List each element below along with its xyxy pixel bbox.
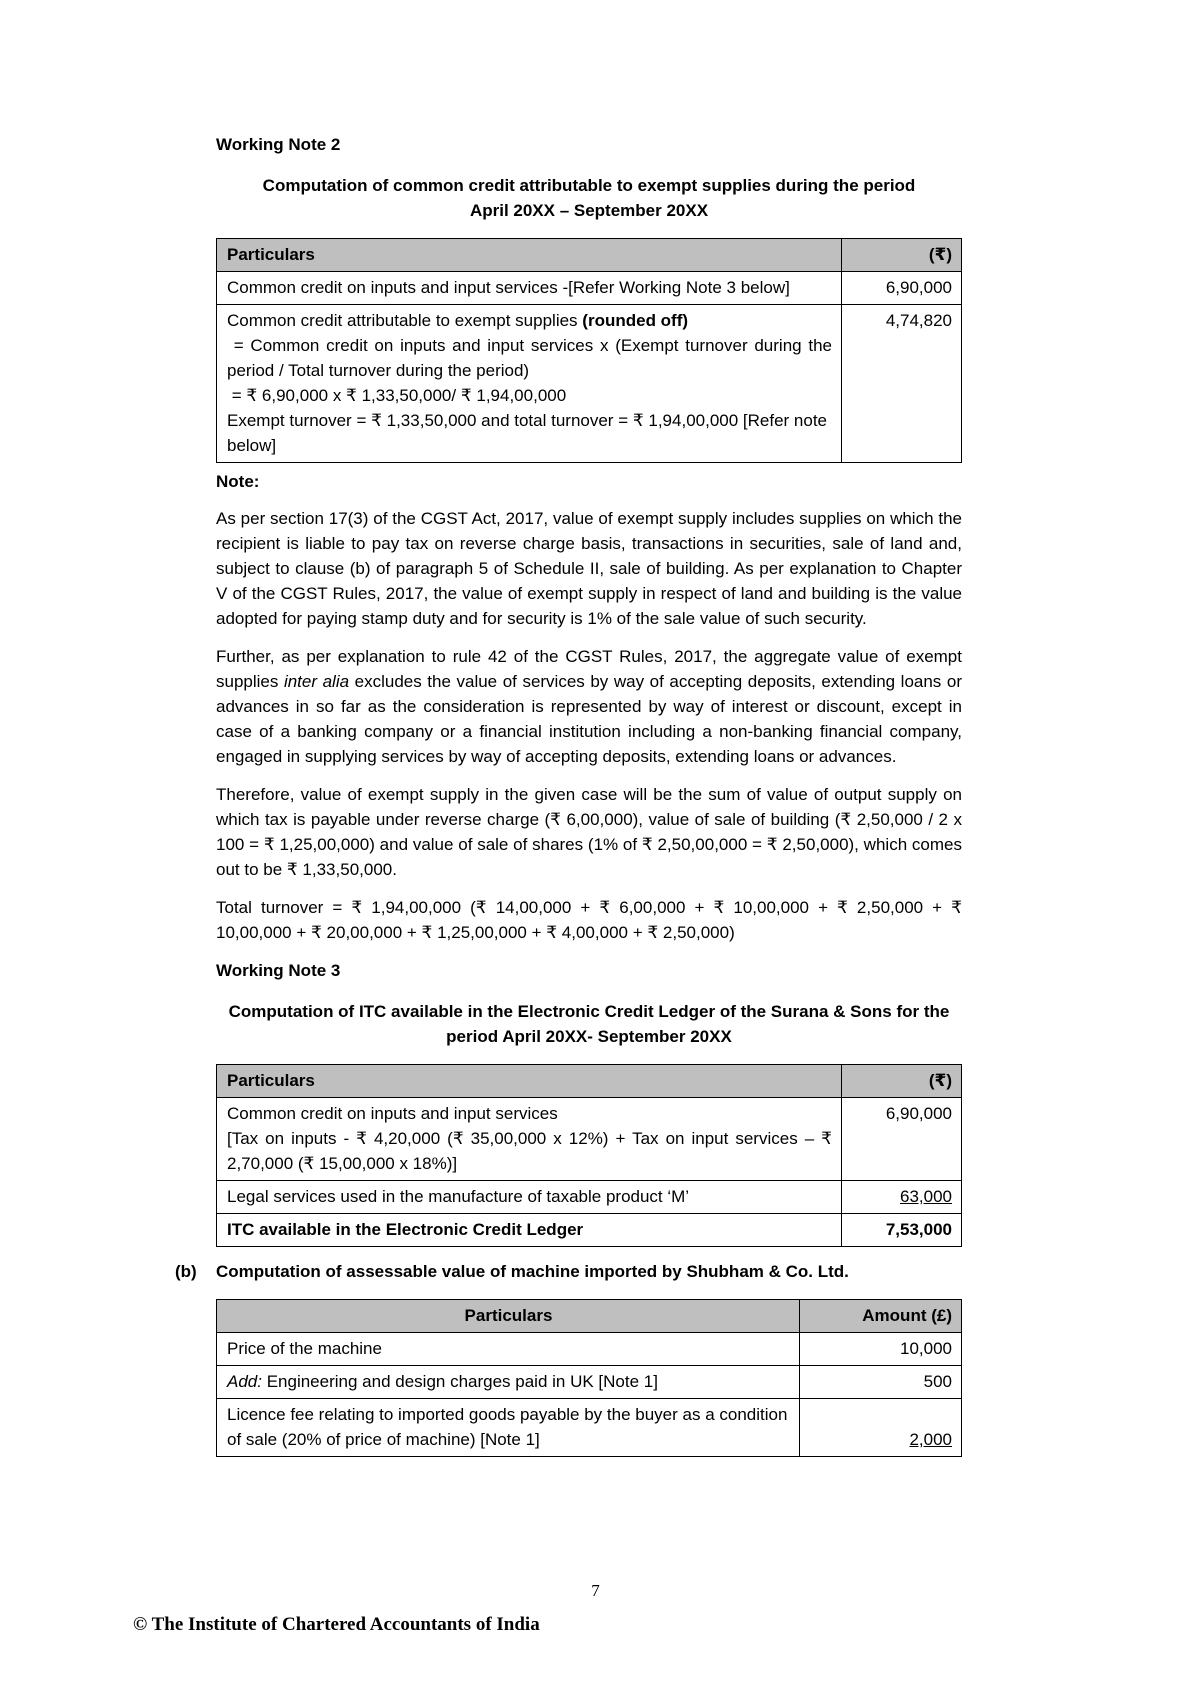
row-particulars — [217, 305, 842, 463]
add-label-italic: Add: — [227, 1372, 262, 1391]
header-amount-rupee: (₹) — [842, 1065, 962, 1098]
page-content — [175, 132, 962, 1463]
note-paragraph-3: Therefore, value of exempt supply in the given case will be the sum of value of output supply on which tax is payable under reverse charge (₹ 6,00,000), value of sale of building (₹ 2,50,000 / 2 x 100 = ₹ 1,25,00,000) and value of sale of shares (1% of ₹ 2,50,00,000 = ₹ 2,50,000), which comes out to be ₹ 1,33,50,000. — [216, 785, 962, 879]
cell-line: [Tax on inputs - ₹ 4,20,000 (₹ 35,00,000 x 12%) + Tax on input services – ₹ 2,70,000 (₹ 15,00,000 x 18%)] — [227, 1129, 837, 1173]
row-amount: 10,000 — [800, 1333, 962, 1366]
header-particulars: Particulars — [217, 1065, 842, 1098]
cell-line: = Common credit on inputs and input services x (Exempt turnover during the period / Total turnover during the period) — [227, 336, 837, 380]
row-particulars: Price of the machine — [217, 1333, 800, 1366]
row-amount — [800, 1399, 962, 1457]
note-paragraph-1: As per section 17(3) of the CGST Act, 2017, value of exempt supply includes supplies on which the recipient is liable to pay tax on reverse charge basis, transactions in securities, sale of land and, subject to clause (b) of paragraph 5 of Schedule II, sale of building. As per explanation to Chapter V of the CGST Rules, 2017, the value of exempt supply in respect of land and building is the value adopted for paying stamp duty and for security is 1% of the sale value of such security. — [216, 509, 962, 628]
cell-line: = ₹ 6,90,000 x ₹ 1,33,50,000/ ₹ 1,94,00,000 — [227, 386, 567, 405]
working-note-3-heading: Working Note 3 — [216, 961, 341, 980]
note-paragraph-2 — [216, 644, 962, 769]
row-amount: 500 — [800, 1366, 962, 1399]
row-particulars: ITC available in the Electronic Credit Ledger — [217, 1214, 842, 1247]
row-amount: 4,74,820 — [842, 305, 962, 463]
row-particulars — [217, 1098, 842, 1181]
header-amount-rupee: (₹) — [842, 239, 962, 272]
cell-text-bold: (rounded off) — [582, 311, 689, 330]
cell-text: Common credit attributable to exempt supplies — [227, 311, 583, 330]
row-amount: 6,90,000 — [842, 1098, 962, 1181]
paragraph-text: excludes the value of services by way of accepting deposits, extending loans or advances in so far as the consideration is represented by way of interest or discount, except in case of a banking company or a financial institution including a non-banking financial company, engaged in supplying services by way of accepting deposits, extending loans or advances. — [216, 672, 962, 766]
cell-line — [227, 308, 832, 333]
row-amount: 7,53,000 — [842, 1214, 962, 1247]
row-particulars: Common credit on inputs and input services -[Refer Working Note 3 below] — [217, 272, 842, 305]
header-particulars: Particulars — [217, 239, 842, 272]
working-note-2-title-line2: April 20XX – September 20XX — [469, 201, 709, 220]
cell-text: Engineering and design charges paid in UK [Note 1] — [261, 1372, 658, 1391]
table-total-row — [217, 1214, 962, 1247]
table-header-row — [217, 1065, 962, 1098]
table-header-row — [217, 239, 962, 272]
table-row — [217, 1181, 962, 1214]
common-credit-table — [216, 238, 962, 463]
section-b-heading — [175, 1259, 962, 1284]
page-number: 7 — [591, 1581, 600, 1600]
section-b-marker: (b) — [175, 1262, 197, 1281]
table-row — [217, 272, 962, 305]
header-particulars: Particulars — [217, 1300, 800, 1333]
table-row — [217, 1399, 962, 1457]
note-label: Note: — [216, 472, 260, 491]
underlined-amount: 2,000 — [909, 1430, 952, 1449]
paragraph-text-italic: inter alia — [283, 672, 350, 691]
underlined-amount: 63,000 — [900, 1187, 952, 1206]
itc-ledger-table — [216, 1064, 962, 1247]
row-particulars — [217, 1366, 800, 1399]
working-note-2-title-line1: Computation of common credit attributable to exempt supplies during the period — [262, 176, 916, 195]
table-row — [217, 305, 962, 463]
cell-line: Exempt turnover = ₹ 1,33,50,000 and total turnover = ₹ 1,94,00,000 [Refer note below] — [227, 411, 832, 455]
table-row — [217, 1333, 962, 1366]
assessable-value-table — [216, 1299, 962, 1457]
section-b-heading-text: Computation of assessable value of machine imported by Shubham & Co. Ltd. — [216, 1262, 849, 1281]
header-amount-pound: Amount (£) — [800, 1300, 962, 1333]
paragraph-text: Further, as per explanation to rule 42 of the CGST Rules, 2017, the aggregate value of exempt supplies — [216, 647, 962, 691]
note-paragraph-4: Total turnover = ₹ 1,94,00,000 (₹ 14,00,000 + ₹ 6,00,000 + ₹ 10,00,000 + ₹ 2,50,000 + ₹ 10,00,000 + ₹ 20,00,000 + ₹ 1,25,00,000 + ₹ 4,00,000 + ₹ 2,50,000) — [216, 898, 962, 942]
row-particulars: Legal services used in the manufacture of taxable product ‘M’ — [217, 1181, 842, 1214]
working-note-2-heading: Working Note 2 — [216, 135, 341, 154]
copyright-footer: © The Institute of Chartered Accountants of India — [133, 1614, 540, 1635]
table-row — [217, 1098, 962, 1181]
working-note-2-title — [216, 173, 962, 223]
row-amount — [842, 1181, 962, 1214]
cell-line: Common credit on inputs and input services — [227, 1104, 558, 1123]
table-header-row — [217, 1300, 962, 1333]
row-amount: 6,90,000 — [842, 272, 962, 305]
table-row — [217, 1366, 962, 1399]
working-note-3-title: Computation of ITC available in the Electronic Credit Ledger of the Surana & Sons for the period April 20XX- September 20XX — [228, 1002, 950, 1046]
row-particulars: Licence fee relating to imported goods payable by the buyer as a condition of sale (20% of price of machine) [Note 1] — [217, 1399, 800, 1457]
